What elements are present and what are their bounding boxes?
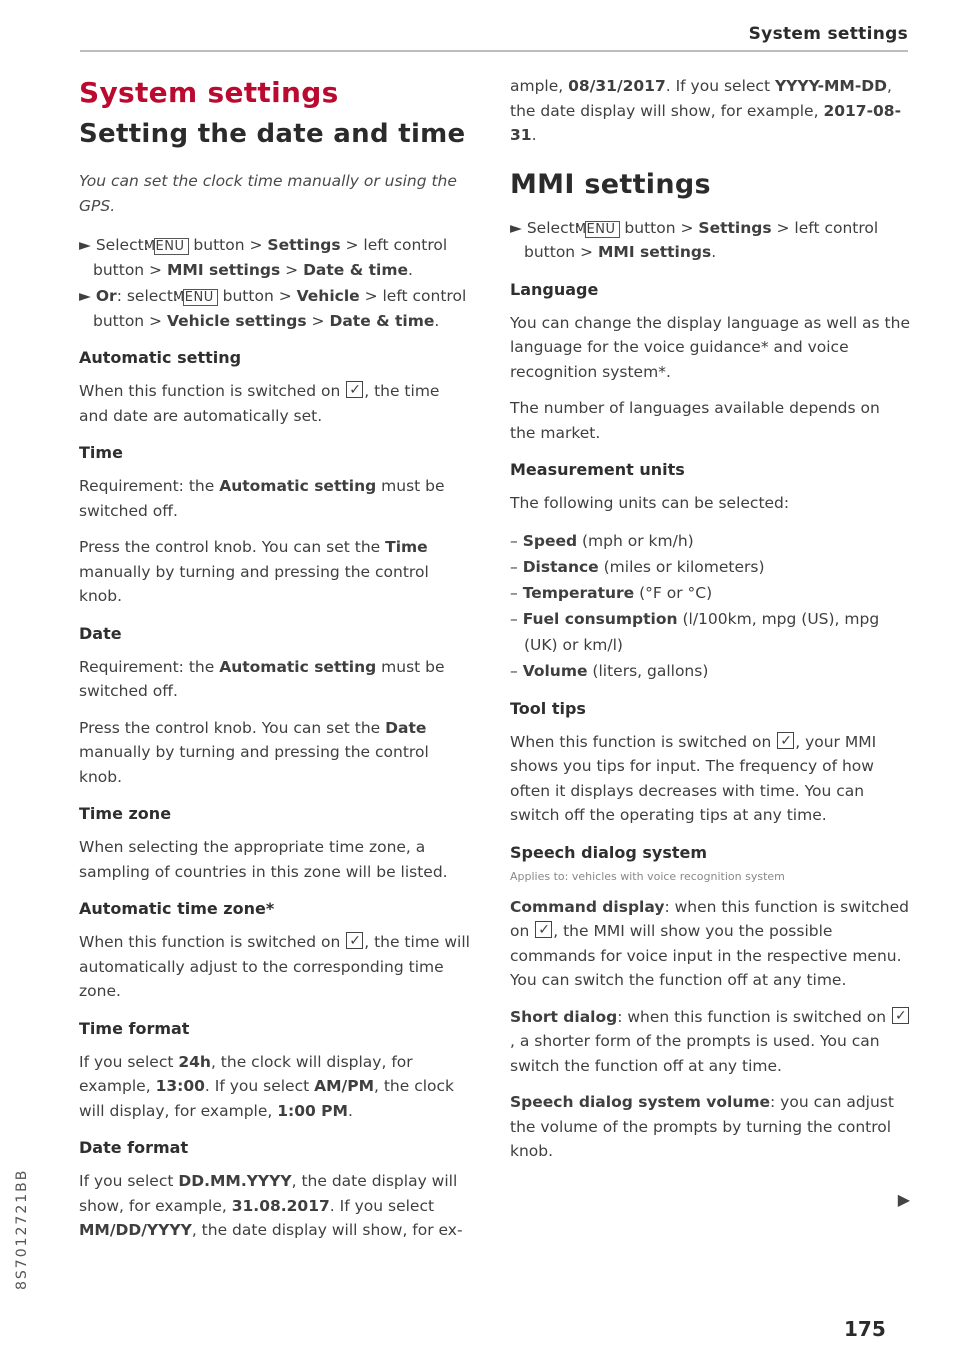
inline-text: , the date display will show, for example,	[79, 1172, 458, 1215]
mmi-step	[510, 216, 910, 265]
chapter-title: System settings	[79, 76, 339, 109]
inline-text: , a shorter form of the prompts is used. You can switch the function off at any time.	[510, 1032, 880, 1075]
time-heading: Time	[79, 443, 123, 462]
inline-text: .	[434, 311, 440, 330]
measurement-units-text: The following units can be selected:	[510, 494, 790, 512]
inline-text: Time	[385, 538, 428, 556]
inline-text: , the clock will display, for example,	[79, 1077, 455, 1120]
inline-text: Press the control knob. You can set the	[79, 538, 386, 556]
inline-text: must be switched off.	[79, 657, 445, 700]
inline-text: Vehicle	[296, 287, 360, 305]
automatic-time-zone-text	[79, 930, 471, 1004]
inline-text: Date & time	[303, 260, 409, 279]
inline-text: Command display	[510, 897, 665, 916]
inline-text: manually by turning and pressing the control knob.	[79, 743, 429, 786]
inline-text: If you select	[79, 1052, 179, 1071]
inline-text: > left control button >	[93, 287, 467, 330]
inline-text: ► Select:	[510, 218, 585, 237]
measurement-units-list	[510, 528, 910, 684]
inline-text: Fuel consumption	[522, 609, 678, 628]
inline-text: When this function is switched on	[79, 933, 346, 951]
inline-text: 08/31/2017	[568, 77, 666, 95]
inline-text: 1:00 PM	[277, 1101, 348, 1120]
inline-text: , the MMI will show you the possible commands for voice input in the respective menu. You can switch the function off at any time.	[510, 922, 902, 989]
language-heading: Language	[510, 279, 599, 299]
inline-text: 2017-08-31	[510, 101, 902, 144]
inline-text: Date & time	[329, 311, 435, 330]
inline-text: : when this function is switched on	[617, 1007, 891, 1026]
checkbox-checked-icon	[535, 921, 552, 938]
time-text	[79, 535, 471, 609]
applies-to-note: Applies to: vehicles with voice recognition system	[510, 869, 785, 883]
inline-text: > left control button >	[524, 218, 879, 261]
inline-text: Settings	[267, 236, 341, 254]
inline-text: . If you select	[329, 1196, 435, 1215]
inline-text: DD.MM.YYYY	[178, 1172, 292, 1190]
intro-text: You can set the clock time manually or using the GPS.	[79, 172, 457, 215]
inline-text: (°F or °C)	[634, 583, 713, 602]
inline-text: Automatic setting	[219, 657, 377, 676]
inline-text: ►	[79, 287, 96, 305]
menu-key: MENU	[585, 221, 620, 238]
inline-text: , the date display will show, for example,	[510, 77, 892, 120]
inline-text: Speed	[522, 531, 578, 550]
inline-text: , the time will automatically adjust to the corresponding time zone.	[79, 933, 470, 1000]
inline-text: When this function is switched on	[79, 382, 346, 400]
side-code: 8S7012721BB	[14, 1168, 30, 1290]
mmi-settings-title: MMI settings	[510, 168, 711, 200]
inline-text: must be switched off.	[79, 477, 445, 520]
inline-text: : when this function is switched on	[510, 897, 910, 940]
inline-text: Automatic setting	[219, 477, 377, 495]
inline-text: YYYY-MM-DD	[774, 77, 888, 95]
inline-text: , the clock will display, for example,	[79, 1052, 413, 1095]
language-text-2: The number of languages available depends on the market.	[510, 399, 880, 442]
inline-text: If you select	[79, 1172, 179, 1190]
inline-text: (liters, gallons)	[587, 661, 709, 680]
inline-text: , the date display will show, for ex-	[191, 1221, 463, 1239]
inline-text: Requirement: the	[79, 657, 220, 676]
list-item: – Distance (miles or kilometers)	[510, 557, 765, 576]
inline-text: Or	[95, 287, 117, 305]
inline-text: Press the control knob. You can set the	[79, 718, 386, 737]
time-zone-text: When selecting the appropriate time zone, a sampling of countries in this zone will be listed.	[79, 838, 448, 881]
inline-text: . If you select	[665, 77, 775, 95]
date-format-continued	[510, 74, 910, 148]
speech-dialog-heading: Speech dialog system	[510, 842, 708, 862]
inline-text: button >	[217, 287, 297, 305]
inline-text: 24h	[178, 1052, 211, 1071]
speech-dialog-volume-text	[510, 1090, 910, 1164]
inline-text: Temperature	[522, 583, 635, 602]
automatic-time-zone-heading: Automatic time zone*	[79, 899, 275, 918]
inline-text: .	[531, 126, 537, 144]
inline-text: button >	[188, 236, 268, 254]
inline-text: When this function is switched on	[510, 732, 777, 751]
section-title: Setting the date and time	[79, 119, 466, 149]
list-item: – Fuel consumption (l/100km, mpg (US), mpg (UK) or km/l)	[510, 609, 880, 654]
inline-text: Settings	[698, 218, 772, 237]
inline-text: (mph or km/h)	[577, 531, 694, 550]
inline-text: MMI settings	[166, 260, 281, 279]
step-2	[79, 284, 471, 333]
inline-text: . If you select	[204, 1077, 315, 1095]
list-item: – Speed (mph or km/h)	[510, 531, 694, 550]
inline-text: : you can adjust the volume of the prompts by turning the control knob.	[510, 1093, 894, 1160]
inline-text: AM/PM	[314, 1077, 374, 1095]
checkbox-checked-icon	[777, 732, 794, 749]
date-format-heading: Date format	[79, 1138, 189, 1157]
inline-text: ample,	[510, 77, 569, 95]
inline-text: : select:	[116, 287, 184, 305]
inline-text: Distance	[522, 557, 599, 576]
page-number: 175	[844, 1317, 886, 1341]
tool-tips-text	[510, 730, 910, 828]
command-display-text	[510, 895, 910, 993]
inline-text: button >	[619, 218, 699, 237]
short-dialog-text	[510, 1005, 910, 1079]
measurement-units-heading: Measurement units	[510, 460, 685, 479]
date-text	[79, 716, 471, 790]
automatic-setting-text	[79, 379, 471, 428]
date-format-text	[79, 1169, 471, 1243]
inline-text: >	[280, 260, 304, 279]
menu-key: MENU	[154, 238, 189, 255]
date-requirement	[79, 655, 471, 704]
list-item: – Volume (liters, gallons)	[510, 661, 709, 680]
menu-key: MENU	[183, 289, 218, 306]
inline-text: Date	[385, 718, 427, 737]
inline-text: 13:00	[155, 1077, 205, 1095]
checkbox-checked-icon	[346, 932, 363, 949]
inline-text: Volume	[522, 661, 588, 680]
inline-text: (miles or kilometers)	[598, 557, 765, 576]
inline-text: .	[408, 260, 413, 279]
inline-text: , the time and date are automatically set.	[79, 382, 440, 425]
continue-arrow-icon: ▶	[897, 1190, 910, 1209]
inline-text: 31.08.2017	[231, 1196, 330, 1215]
date-heading: Date	[79, 623, 122, 643]
list-item: – Temperature (°F or °C)	[510, 583, 713, 602]
header-rule	[80, 50, 908, 52]
inline-text: Requirement: the	[79, 477, 220, 495]
time-format-heading: Time format	[79, 1018, 190, 1038]
checkbox-checked-icon	[346, 381, 363, 398]
inline-text: Vehicle settings	[166, 311, 307, 330]
language-text-1: You can change the display language as well as the language for the voice guidance* and voice recognition system*.	[510, 313, 910, 381]
inline-text: .	[347, 1101, 353, 1120]
time-zone-heading: Time zone	[79, 804, 172, 823]
inline-text: manually by turning and pressing the control knob.	[79, 562, 429, 605]
inline-text: >	[306, 311, 330, 330]
inline-text: Speech dialog system volume	[510, 1093, 771, 1111]
running-header: System settings	[748, 24, 908, 44]
inline-text: , your MMI shows you tips for input. The frequency of how often it displays decreases with time. You can switch off the operating tips at any time.	[510, 732, 877, 824]
tool-tips-heading: Tool tips	[510, 698, 586, 718]
automatic-setting-heading: Automatic setting	[79, 348, 242, 367]
inline-text: ► Select:	[79, 236, 154, 254]
left-column	[79, 76, 471, 1255]
time-requirement	[79, 474, 471, 523]
step-1	[79, 233, 471, 282]
right-column	[510, 74, 910, 1176]
time-format-text	[79, 1050, 471, 1124]
checkbox-checked-icon	[892, 1007, 909, 1024]
inline-text: (l/100km, mpg (US), mpg (UK) or km/l)	[524, 609, 880, 654]
inline-text: .	[711, 243, 717, 261]
inline-text: MM/DD/YYYY	[79, 1221, 192, 1239]
inline-text: MMI settings	[597, 243, 712, 261]
inline-text: > left control button >	[93, 236, 448, 279]
inline-text: Short dialog	[510, 1007, 618, 1026]
